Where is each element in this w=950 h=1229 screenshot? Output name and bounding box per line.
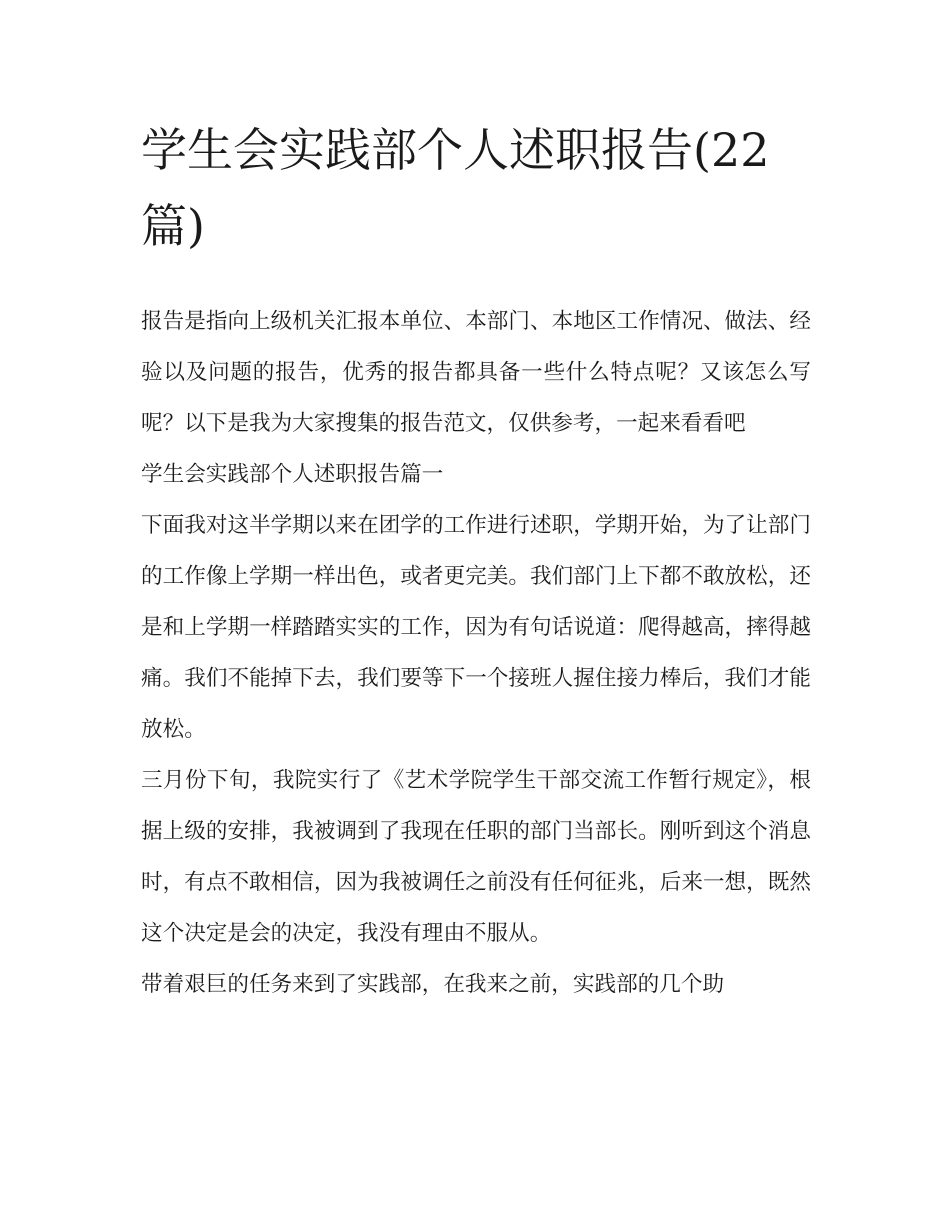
body-paragraph-2: 三月份下旬，我院实行了《艺术学院学生干部交流工作暂行规定》，根据上级的安排，我被调到了我现在任职的部门当部长。刚听到这个消息时，有点不敢相信，因为我被调任之前没有任何征兆，后来一想，既然这个决定是会的决定，我没有理由不服从。 [141,768,811,946]
document-title: 学生会实践部个人述职报告(22篇) [141,123,770,253]
document-body [141,296,811,1010]
body-paragraph-1: 下面我对这半学期以来在团学的工作进行述职，学期开始，为了让部门的工作像上学期一样出色，或者更完美。我们部门上下都不敢放松，还是和上学期一样踏踏实实的工作，因为有句话说道：爬得越高，摔得越痛。我们不能掉下去，我们要等下一个接班人握住接力棒后，我们才能放松。 [141,513,811,742]
intro-paragraph: 报告是指向上级机关汇报本单位、本部门、本地区工作情况、做法、经验以及问题的报告，优秀的报告都具备一些什么特点呢？又该怎么写呢？以下是我为大家搜集的报告范文，仅供参考，一起来看看吧 [141,309,811,436]
document-page [141,112,811,1010]
section-heading: 学生会实践部个人述职报告篇一 [141,462,444,487]
body-paragraph-3: 带着艰巨的任务来到了实践部，在我来之前，实践部的几个助 [141,972,725,997]
